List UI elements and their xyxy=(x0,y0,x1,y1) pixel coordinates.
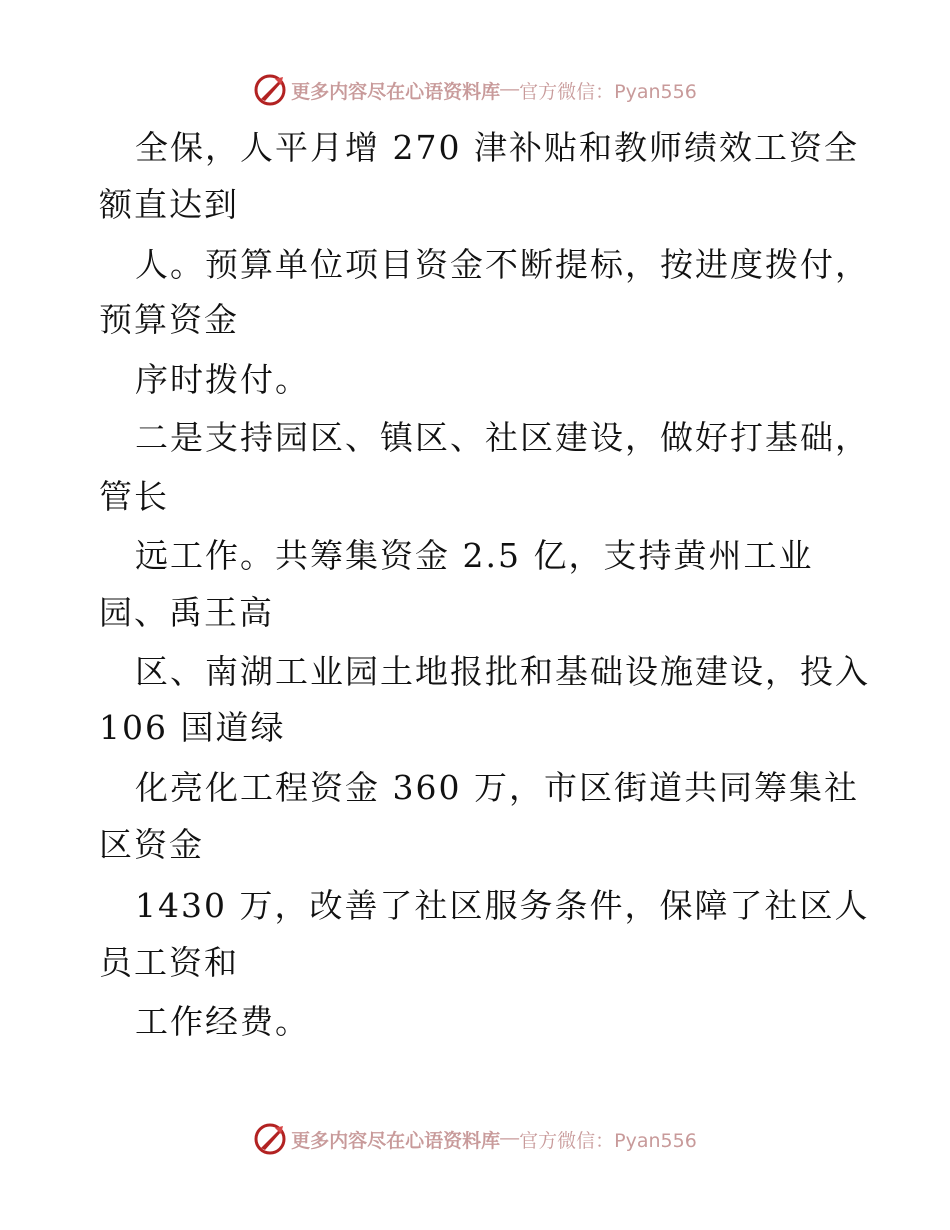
banner-dash: — xyxy=(500,1128,520,1149)
banner-wechat-text: 官方微信：Pyan556 xyxy=(519,1129,697,1152)
banner-site-text: 更多内容尽在心语资料库 xyxy=(291,1129,501,1152)
footer-banner xyxy=(0,1119,950,1159)
quill-pen-logo-icon xyxy=(253,73,287,107)
text-line: 工作经费。 xyxy=(135,1002,310,1041)
text-line: 序时拨付。 xyxy=(135,360,310,399)
banner-dash: — xyxy=(500,79,520,100)
quill-pen-logo-icon xyxy=(253,1122,287,1156)
text-line: 管长 xyxy=(99,477,169,516)
text-line: 1430 万，改善了社区服务条件，保障了社区人 xyxy=(135,886,870,925)
text-line: 化亮化工程资金 360 万，市区街道共同筹集社 xyxy=(135,768,859,807)
text-line: 远工作。共筹集资金 2.5 亿，支持黄州工业 xyxy=(135,536,814,575)
text-line: 人。预算单位项目资金不断提标，按进度拨付， xyxy=(135,245,870,284)
text-line: 预算资金 xyxy=(99,300,239,339)
text-line: 区资金 xyxy=(99,825,204,864)
text-line: 全保，人平月增 270 津补贴和教师绩效工资全 xyxy=(135,128,859,167)
text-line: 106 国道绿 xyxy=(99,708,286,747)
banner-site-text: 更多内容尽在心语资料库 xyxy=(291,80,501,103)
text-line: 二是支持园区、镇区、社区建设，做好打基础， xyxy=(135,418,870,457)
banner-wechat-text: 官方微信：Pyan556 xyxy=(519,80,697,103)
text-line: 员工资和 xyxy=(99,943,239,982)
text-line: 区、南湖工业园土地报批和基础设施建设，投入 xyxy=(135,652,870,691)
text-line: 额直达到 xyxy=(99,185,239,224)
text-line: 园、禹王高 xyxy=(99,593,274,632)
header-banner xyxy=(0,70,950,110)
